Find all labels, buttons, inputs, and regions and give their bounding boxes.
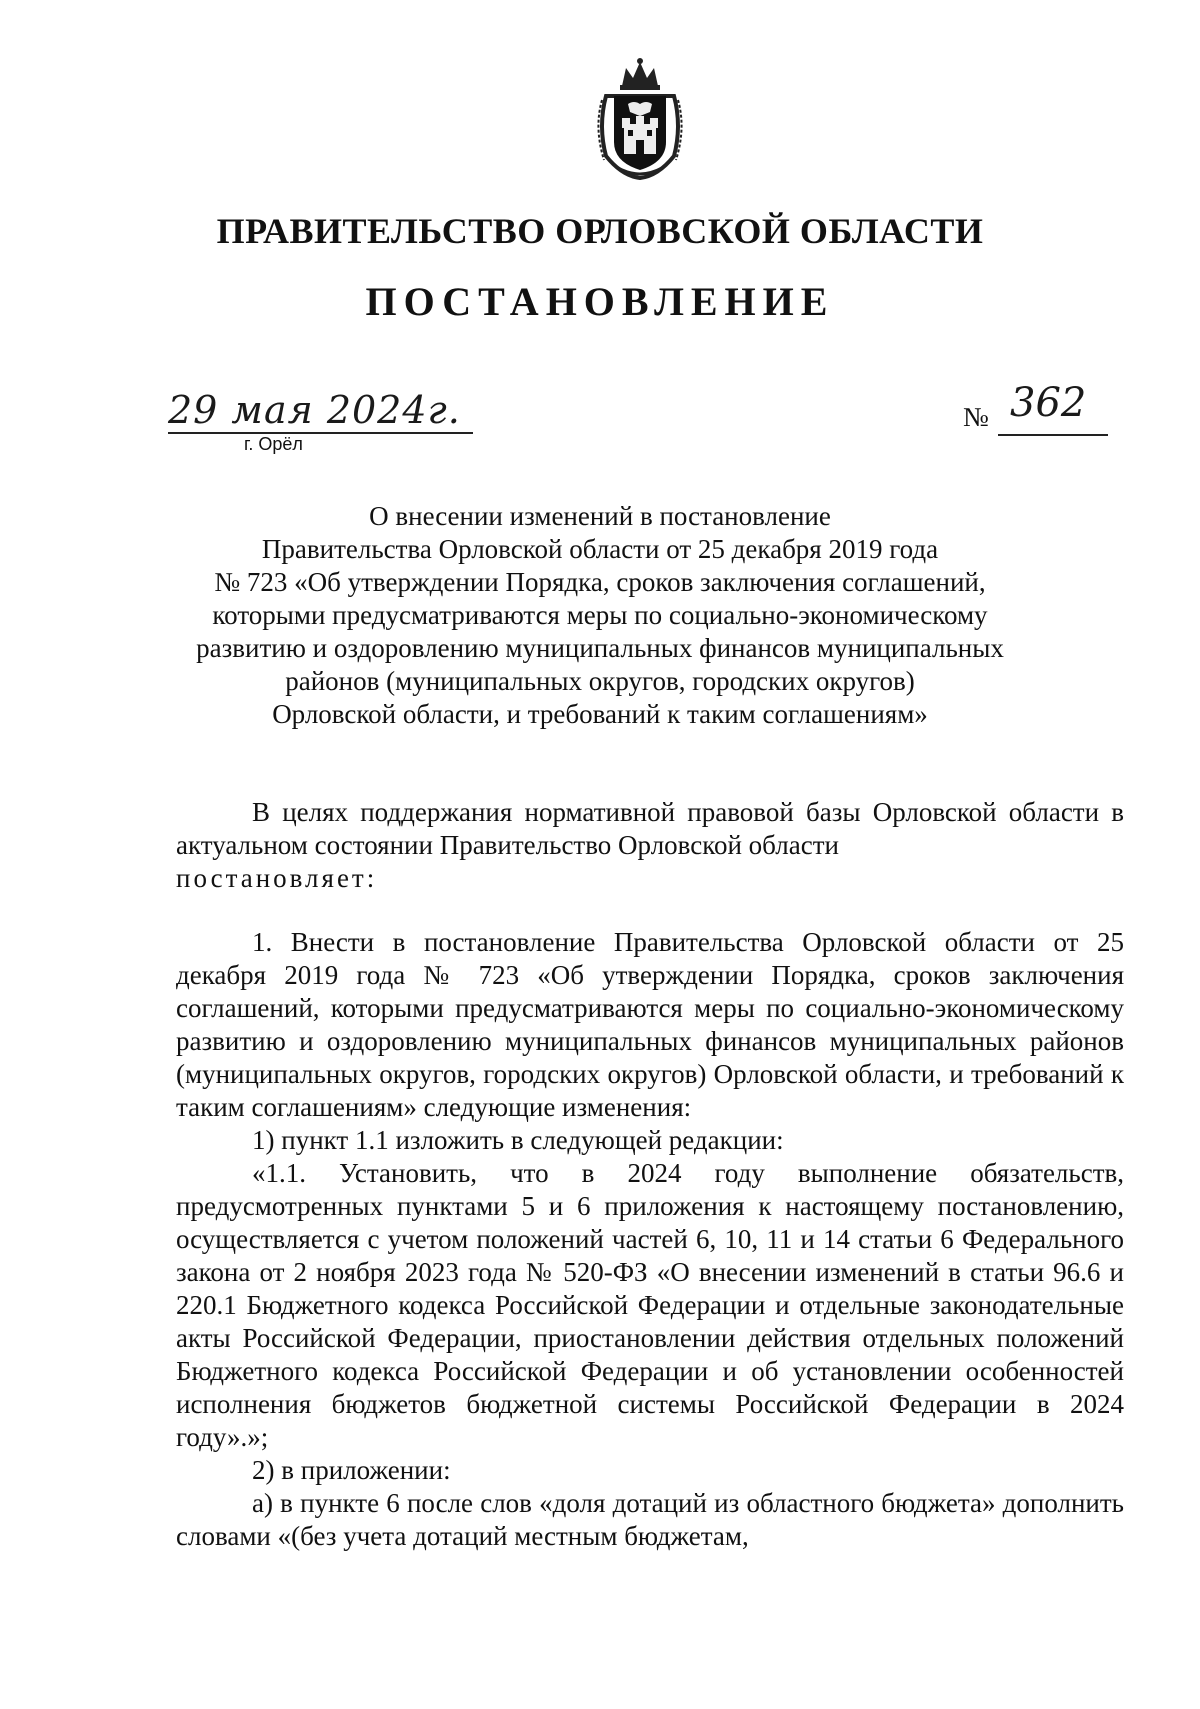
document-body — [176, 926, 1124, 1553]
preamble-text — [176, 796, 1124, 862]
subitem-2a: а) в пункте 6 после слов «доля дотаций из областного бюджета» дополнить словами «(без учета дотаций местным бюджетам, — [176, 1488, 1124, 1551]
paragraph-1: 1. Внести в постановление Правительства Орловской области от 25 декабря 2019 года № 723 «Об утверждении Порядка, сроков заключения соглашений, которыми предусматриваются меры по социально-экономическому развитию и оздоровлению муниципальных финансов муниципальных районов (муниципальных округов, городских округов) Орловской области, и требований к таким соглашениям» следующие изменения: — [176, 927, 1124, 1122]
subject-line: Правительства Орловской области от 25 декабря 2019 года — [261, 534, 939, 564]
organization-title: ПРАВИТЕЛЬСТВО ОРЛОВСКОЙ ОБЛАСТИ — [216, 211, 984, 251]
document-type-title: ПОСТАНОВЛЕНИЕ — [365, 279, 835, 324]
subject-line: развитию и оздоровлению муниципальных финансов муниципальных — [196, 633, 1004, 663]
amended-clause: «1.1. Установить, что в 2024 году выполнение обязательств, предусмотренных пунктами 5 и 6 приложения к настоящему постановлению, осуществляется с учетом положений частей 6, 10, 11 и 14 статьи 6 Федерального закона от 2 ноября 2023 года № 520-ФЗ «О внесении изменений в статьи 96.6 и 220.1 Бюджетного кодекса Российской Федерации и отдельные законодательные акты Российской Федерации, приостановлении действия отдельных положений Бюджетного кодекса Российской Федерации и об установлении особенностей исполнения бюджетов бюджетной системы Российской Федерации в 2024 году».»; — [176, 1158, 1124, 1452]
subject-line: О внесении изменений в постановление — [369, 501, 831, 531]
orel-region-coat-of-arms-icon — [592, 56, 688, 180]
date-underline — [168, 432, 473, 434]
subject-line: Орловской области, и требований к таким соглашениям» — [272, 699, 928, 729]
subject-line: районов (муниципальных округов, городских округов) — [285, 666, 915, 696]
handwritten-number: 362 — [1010, 380, 1087, 426]
city-label: г. Орёл — [244, 434, 303, 454]
subitem-2: 2) в приложении: — [252, 1455, 451, 1485]
subject-line: № 723 «Об утверждении Порядка, сроков заключения соглашений, — [214, 567, 986, 597]
handwritten-date: 29 мая 2024г. — [168, 388, 461, 432]
preamble — [176, 796, 1124, 895]
subject-line: которыми предусматриваются меры по социально-экономическому — [212, 600, 988, 630]
preamble-sentence: В целях поддержания нормативной правовой базы Орловской области в актуальном состоянии Правительство Орловской области — [176, 797, 1124, 860]
subject-block — [150, 500, 1050, 731]
decree-word: постановляет: — [176, 863, 378, 893]
number-label: № — [963, 402, 989, 432]
subitem-1: 1) пункт 1.1 изложить в следующей редакции: — [252, 1125, 784, 1155]
number-underline — [998, 434, 1108, 436]
